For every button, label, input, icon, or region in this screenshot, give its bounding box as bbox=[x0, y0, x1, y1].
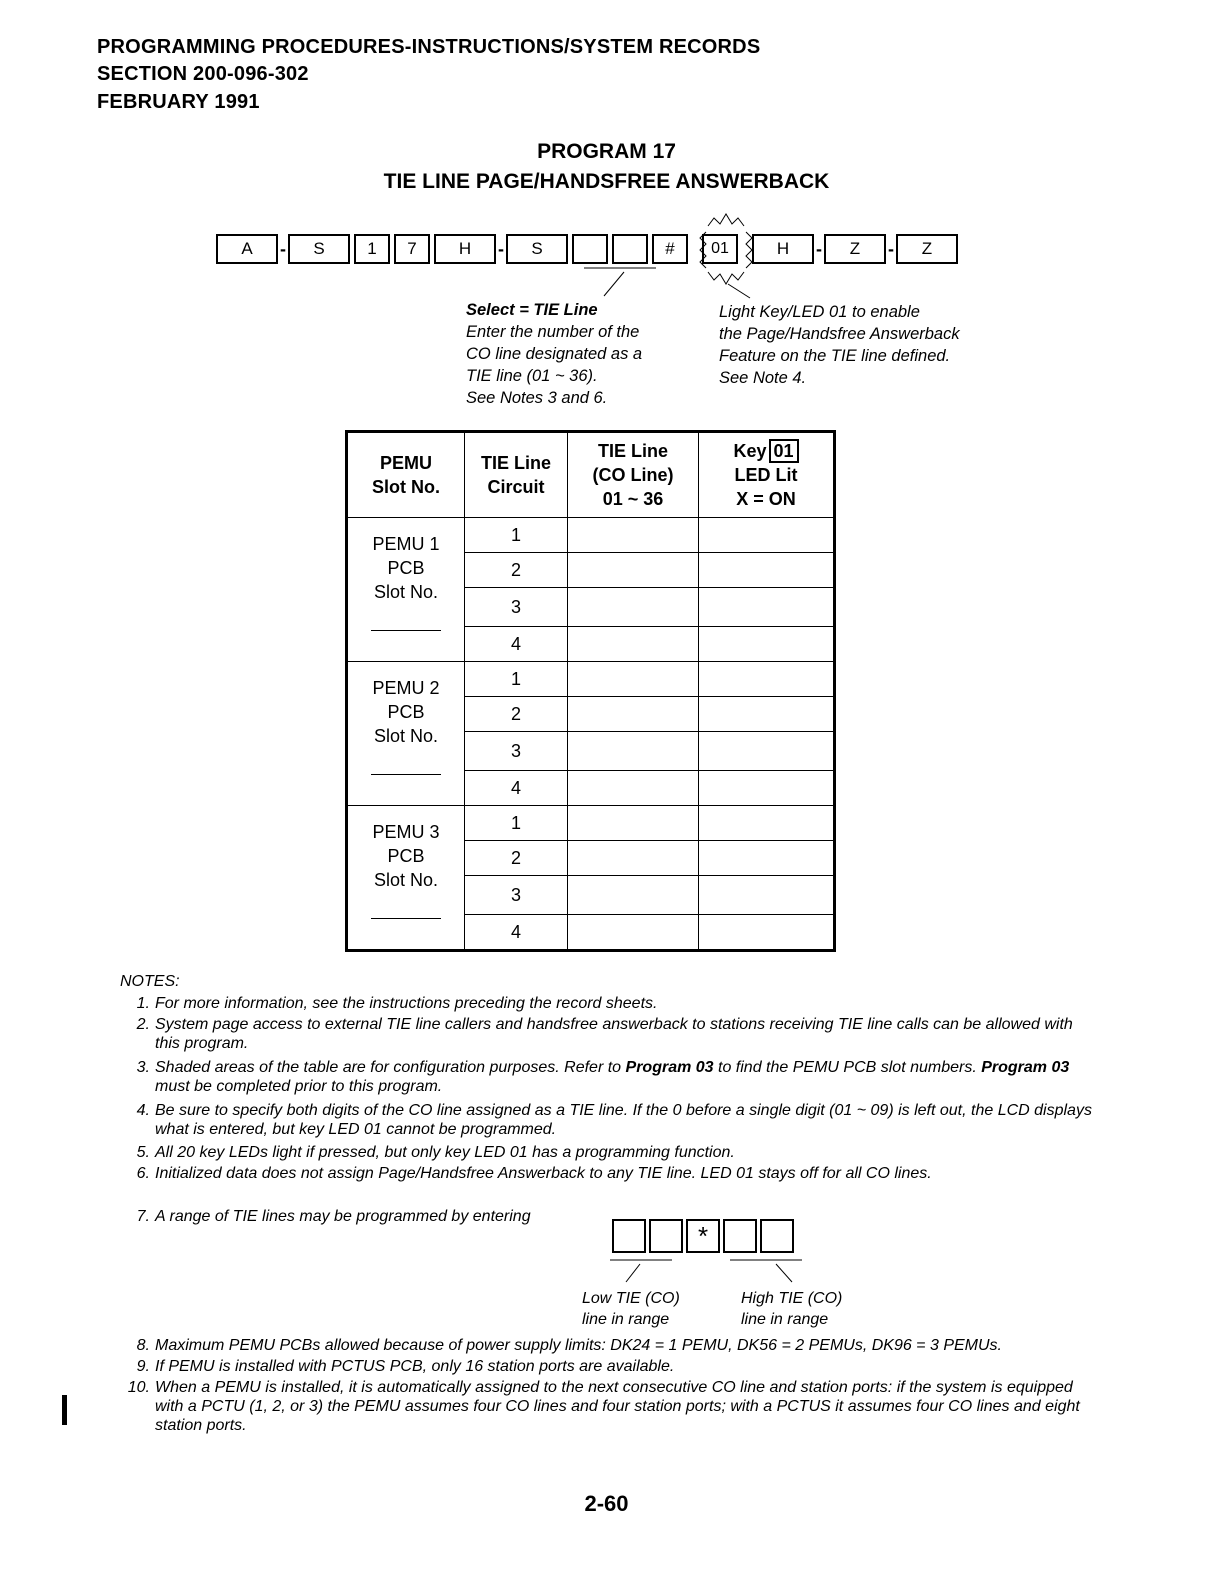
note-3-part: Shaded areas of the table are for configuration purposes. Refer to bbox=[155, 1059, 626, 1076]
led-entry bbox=[699, 915, 835, 951]
sequence-annotations bbox=[0, 0, 1213, 300]
led-entry bbox=[699, 662, 835, 697]
key-s: S bbox=[288, 234, 350, 264]
select-line-1: Enter the number of the bbox=[466, 323, 640, 341]
key-led-01: 01 bbox=[702, 234, 738, 264]
dash: - bbox=[816, 238, 822, 259]
col-key-led bbox=[699, 432, 835, 518]
co-line-entry bbox=[568, 697, 699, 732]
led-entry bbox=[699, 588, 835, 627]
col-range-label: 01 ~ 36 bbox=[602, 489, 664, 509]
note-7-text: A range of TIE lines may be programmed by entering bbox=[155, 1208, 531, 1225]
range-high-tens bbox=[723, 1219, 757, 1253]
select-line-4: See Notes 3 and 6. bbox=[466, 389, 608, 407]
header-line-3: FEBRUARY 1991 bbox=[97, 91, 260, 113]
pemu-3-slot-cell bbox=[347, 806, 465, 951]
slot-number-blank bbox=[371, 918, 441, 919]
notes-heading: NOTES: bbox=[120, 973, 180, 990]
key-01-box: 01 bbox=[769, 439, 799, 463]
pemu-slot-label: Slot No. bbox=[373, 726, 439, 746]
col-tie-line-label: TIE Line bbox=[480, 453, 551, 473]
note-5-text: All 20 key LEDs light if pressed, but only key LED 01 has a programming function. bbox=[155, 1144, 735, 1161]
led-entry bbox=[699, 518, 835, 553]
note-2-text: System page access to external TIE line callers and handsfree answerback to stations receiving TIE line calls can be allowed with this program. bbox=[155, 1016, 1073, 1052]
key-z: Z bbox=[824, 234, 886, 264]
key-hash: # bbox=[652, 234, 688, 264]
led-line-2: the Page/Handsfree Answerback bbox=[719, 325, 960, 343]
co-line-entry bbox=[568, 732, 699, 771]
co-line-entry bbox=[568, 553, 699, 588]
range-star-key: * bbox=[686, 1219, 720, 1253]
note-4: 4. Be sure to specify both digits of the CO line assigned as a TIE line. If the 0 before a single digit (01 ~ 09) is left out, the LCD displays what is entered, but key LED 01 cannot be programmed. bbox=[120, 1101, 1100, 1139]
co-line-entry bbox=[568, 588, 699, 627]
range-high-label-2: line in range bbox=[741, 1311, 829, 1328]
pemu-slot-label: Slot No. bbox=[373, 870, 439, 890]
slot-number-blank bbox=[371, 630, 441, 631]
range-low-tens bbox=[612, 1219, 646, 1253]
note-8: 8. Maximum PEMU PCBs allowed because of power supply limits: DK24 = 1 PEMU, DK56 = 2 PEMUs, DK96 = 3 PEMUs. bbox=[120, 1336, 1100, 1355]
pemu-1-slot-cell bbox=[347, 518, 465, 662]
key-1: 1 bbox=[354, 234, 390, 264]
circuit-number: 4 bbox=[465, 771, 568, 806]
table-row bbox=[347, 518, 835, 553]
select-leader-line bbox=[604, 272, 624, 296]
range-low-units bbox=[649, 1219, 683, 1253]
note-2: 2. System page access to external TIE line callers and handsfree answerback to stations receiving TIE line calls can be allowed with this program. bbox=[120, 1015, 1100, 1053]
co-line-entry bbox=[568, 806, 699, 841]
col-x-on-label: X = ON bbox=[736, 489, 796, 509]
pemu-name: PEMU 3 bbox=[372, 822, 440, 842]
co-line-entry bbox=[568, 876, 699, 915]
note-3: 3. Shaded areas of the table are for configuration purposes. Refer to Program 03 to find the PEMU PCB slot numbers. Program 03 must be completed prior to this program. bbox=[120, 1058, 1100, 1096]
range-high-label-1: High TIE (CO) bbox=[741, 1290, 843, 1307]
led-leader-line bbox=[728, 284, 750, 298]
led-block bbox=[719, 301, 960, 389]
pemu-2-slot-cell bbox=[347, 662, 465, 806]
note-8-text: Maximum PEMU PCBs allowed because of power supply limits: DK24 = 1 PEMU, DK56 = 2 PEMUs, DK96 = 3 PEMUs. bbox=[155, 1337, 1002, 1354]
led-entry bbox=[699, 553, 835, 588]
led-entry bbox=[699, 876, 835, 915]
revision-bar bbox=[62, 1395, 67, 1425]
col-circuit-label: Circuit bbox=[487, 477, 545, 497]
pemu-pcb: PCB bbox=[387, 702, 425, 722]
col-pemu-label: PEMU bbox=[379, 453, 432, 473]
col-co-line-label: (CO Line) bbox=[592, 465, 674, 485]
key-s: S bbox=[506, 234, 568, 264]
note-3-part: to find the PEMU PCB slot numbers. bbox=[713, 1059, 982, 1076]
pemu-name: PEMU 1 bbox=[372, 534, 440, 554]
led-entry bbox=[699, 771, 835, 806]
header-line-1: PROGRAMMING PROCEDURES-INSTRUCTIONS/SYSTEM RECORDS bbox=[97, 36, 761, 58]
pemu-1-group bbox=[347, 518, 835, 662]
col-tie-circuit bbox=[465, 432, 568, 518]
circuit-number: 4 bbox=[465, 915, 568, 951]
pemu-2-group bbox=[347, 662, 835, 806]
record-table bbox=[345, 430, 836, 952]
col-key-label: Key bbox=[733, 441, 767, 461]
co-line-entry bbox=[568, 627, 699, 662]
table-row bbox=[347, 806, 835, 841]
circuit-number: 3 bbox=[465, 588, 568, 627]
pemu-pcb: PCB bbox=[387, 558, 425, 578]
led-line-1: Light Key/LED 01 to enable bbox=[719, 303, 920, 321]
key-7: 7 bbox=[394, 234, 430, 264]
key-a: A bbox=[216, 234, 278, 264]
co-line-entry bbox=[568, 915, 699, 951]
key-h: H bbox=[434, 234, 496, 264]
circuit-number: 2 bbox=[465, 841, 568, 876]
note-3-part: must be completed prior to this program. bbox=[155, 1078, 443, 1095]
note-9: 9. If PEMU is installed with PCTUS PCB, only 16 station ports are available. bbox=[120, 1357, 1100, 1376]
led-entry bbox=[699, 732, 835, 771]
co-line-entry bbox=[568, 771, 699, 806]
circuit-number: 4 bbox=[465, 627, 568, 662]
select-line-3: TIE line (01 ~ 36). bbox=[466, 367, 598, 385]
note-10: 10. When a PEMU is installed, it is automatically assigned to the next consecutive CO line and station ports: if the system is equipped with a PCTU (1, 2, or 3) the PEMU assumes four CO lines and four station ports; with a PCTUS it assumes four CO lines and eight station ports. bbox=[120, 1378, 1100, 1435]
co-line-entry bbox=[568, 841, 699, 876]
pemu-pcb: PCB bbox=[387, 846, 425, 866]
circuit-number: 3 bbox=[465, 876, 568, 915]
led-entry bbox=[699, 841, 835, 876]
note-3-program-ref: Program 03 bbox=[981, 1059, 1070, 1076]
program-number: PROGRAM 17 bbox=[537, 140, 676, 163]
circuit-number: 1 bbox=[465, 806, 568, 841]
pemu-3-group bbox=[347, 806, 835, 951]
range-entry bbox=[612, 1219, 794, 1253]
note-3-program-ref: Program 03 bbox=[625, 1059, 714, 1076]
header-line-2: SECTION 200-096-302 bbox=[97, 63, 309, 85]
led-entry bbox=[699, 697, 835, 732]
dash: - bbox=[498, 238, 504, 259]
table-header-row bbox=[347, 432, 835, 518]
note-6: 6. Initialized data does not assign Page/Handsfree Answerback to any TIE line. LED 01 stays off for all CO lines. bbox=[120, 1164, 1100, 1183]
circuit-number: 3 bbox=[465, 732, 568, 771]
led-burst-icon bbox=[700, 214, 752, 284]
col-tie-co-line bbox=[568, 432, 699, 518]
led-line-4: See Note 4. bbox=[719, 369, 807, 387]
led-entry bbox=[699, 806, 835, 841]
select-title: Select = TIE Line bbox=[466, 301, 598, 319]
note-3-text bbox=[155, 1058, 1100, 1096]
range-leader-lines bbox=[600, 1258, 820, 1288]
range-low-label-1: Low TIE (CO) bbox=[582, 1290, 680, 1307]
note-5: 5. All 20 key LEDs light if pressed, but only key LED 01 has a programming function. bbox=[120, 1143, 1100, 1162]
range-low-label-2: line in range bbox=[582, 1311, 670, 1328]
co-line-entry bbox=[568, 662, 699, 697]
circuit-number: 1 bbox=[465, 662, 568, 697]
key-z: Z bbox=[896, 234, 958, 264]
col-pemu-slot bbox=[347, 432, 465, 518]
col-led-lit-label: LED Lit bbox=[734, 465, 798, 485]
range-high-units bbox=[760, 1219, 794, 1253]
program-title: TIE LINE PAGE/HANDSFREE ANSWERBACK bbox=[383, 170, 830, 193]
co-line-entry bbox=[568, 518, 699, 553]
select-block bbox=[466, 299, 642, 409]
dash: - bbox=[888, 238, 894, 259]
circuit-number: 1 bbox=[465, 518, 568, 553]
slot-number-blank bbox=[371, 774, 441, 775]
select-line-2: CO line designated as a bbox=[466, 345, 643, 363]
page-number: 2-60 bbox=[584, 1491, 629, 1516]
note-6-text: Initialized data does not assign Page/Handsfree Answerback to any TIE line. LED 01 stays off for all CO lines. bbox=[155, 1165, 932, 1182]
pemu-slot-label: Slot No. bbox=[373, 582, 439, 602]
note-10-text: When a PEMU is installed, it is automatically assigned to the next consecutive CO line and station ports: if the system is equipped with a PCTU (1, 2, or 3) the PEMU assumes four CO lines and four station ports; with a PCTUS it assumes four CO lines and eight station ports. bbox=[155, 1379, 1080, 1434]
dash: - bbox=[280, 238, 286, 259]
note-7: 7. A range of TIE lines may be programmed by entering bbox=[120, 1207, 1100, 1226]
col-key-row bbox=[699, 439, 833, 463]
note-9-text: If PEMU is installed with PCTUS PCB, only 16 station ports are available. bbox=[155, 1358, 675, 1375]
circuit-number: 2 bbox=[465, 553, 568, 588]
note-1-text: For more information, see the instructions preceding the record sheets. bbox=[155, 995, 658, 1012]
col-tie-line-label: TIE Line bbox=[597, 441, 668, 461]
table-row bbox=[347, 662, 835, 697]
led-entry bbox=[699, 627, 835, 662]
key-h: H bbox=[752, 234, 814, 264]
circuit-number: 2 bbox=[465, 697, 568, 732]
led-line-3: Feature on the TIE line defined. bbox=[719, 347, 951, 365]
range-low-label bbox=[582, 1288, 680, 1330]
note-4-text: Be sure to specify both digits of the CO line assigned as a TIE line. If the 0 before a single digit (01 ~ 09) is left out, the LCD displays what is entered, but key LED 01 cannot be programmed. bbox=[155, 1102, 1092, 1138]
range-high-label bbox=[741, 1288, 842, 1330]
col-slot-label: Slot No. bbox=[372, 477, 440, 497]
pemu-name: PEMU 2 bbox=[372, 678, 440, 698]
note-1: 1. For more information, see the instructions preceding the record sheets. bbox=[120, 994, 1100, 1013]
